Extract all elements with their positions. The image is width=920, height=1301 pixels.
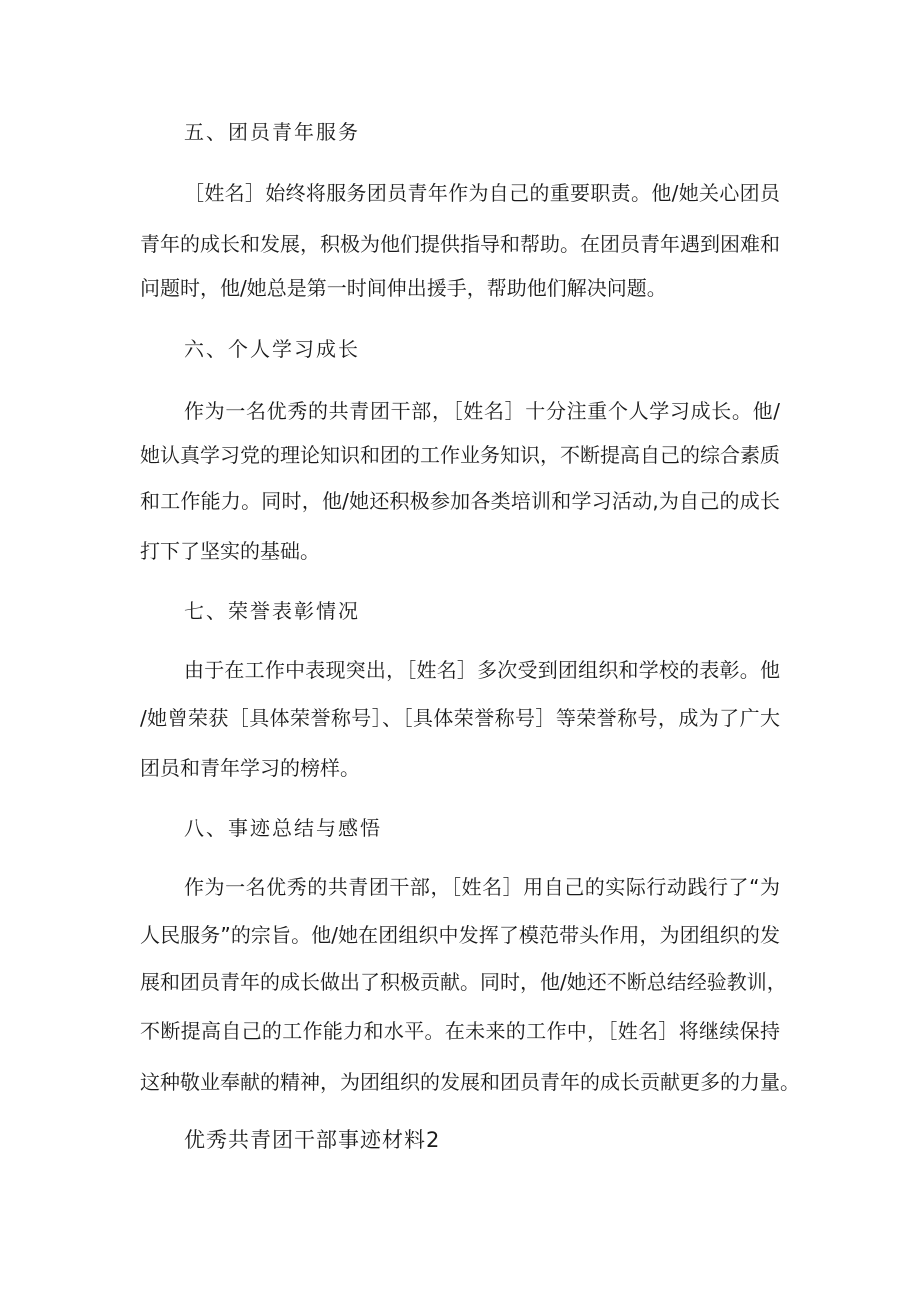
section-7-line-2: /她曾荣获［具体荣誉称号］、［具体荣誉称号］等荣誉称号，成为了广大 [140, 706, 780, 730]
section-5-line-3: 问题时，他/她总是第一时间伸出援手，帮助他们解决问题。 [140, 276, 667, 300]
next-document-title: 优秀共青团干部事迹材料2 [184, 1128, 441, 1152]
section-6-line-4: 打下了坚实的基础。 [140, 539, 320, 563]
section-5-line-1: ［姓名］始终将服务团员青年作为自己的重要职责。他/她关心团员 [184, 181, 780, 205]
section-8-line-5: 这种敬业奉献的精神，为团组织的发展和团员青年的成长贡献更多的力量。 [140, 1070, 800, 1094]
section-heading-5: 五、团员青年服务 [184, 120, 360, 144]
section-6-line-1: 作为一名优秀的共青团干部，［姓名］十分注重个人学习成长。他/ [184, 399, 780, 423]
section-heading-6: 六、个人学习成长 [184, 337, 360, 361]
section-6-line-3: 和工作能力。同时，他/她还积极参加各类培训和学习活动,为自己的成长 [140, 489, 780, 513]
section-heading-8: 八、事迹总结与感悟 [184, 816, 382, 840]
section-7-line-3: 团员和青年学习的榜样。 [140, 756, 360, 780]
section-8-line-3: 展和团员青年的成长做出了积极贡献。同时，他/她还不断总结经验教训， [140, 970, 787, 994]
section-heading-7: 七、荣誉表彰情况 [184, 599, 360, 623]
section-5-line-2: 青年的成长和发展，积极为他们提供指导和帮助。在团员青年遇到困难和 [140, 232, 780, 256]
section-8-line-4: 不断提高自己的工作能力和水平。在未来的工作中，［姓名］将继续保持 [140, 1019, 780, 1043]
section-6-line-2: 她认真学习党的理论知识和团的工作业务知识，不断提高自己的综合素质 [140, 443, 780, 467]
section-8-line-2: 人民服务”的宗旨。他/她在团组织中发挥了模范带头作用，为团组织的发 [140, 923, 780, 947]
section-8-line-1: 作为一名优秀的共青团干部，［姓名］用自己的实际行动践行了“为 [184, 875, 780, 899]
section-7-line-1: 由于在工作中表现突出，［姓名］多次受到团组织和学校的表彰。他 [184, 658, 780, 682]
